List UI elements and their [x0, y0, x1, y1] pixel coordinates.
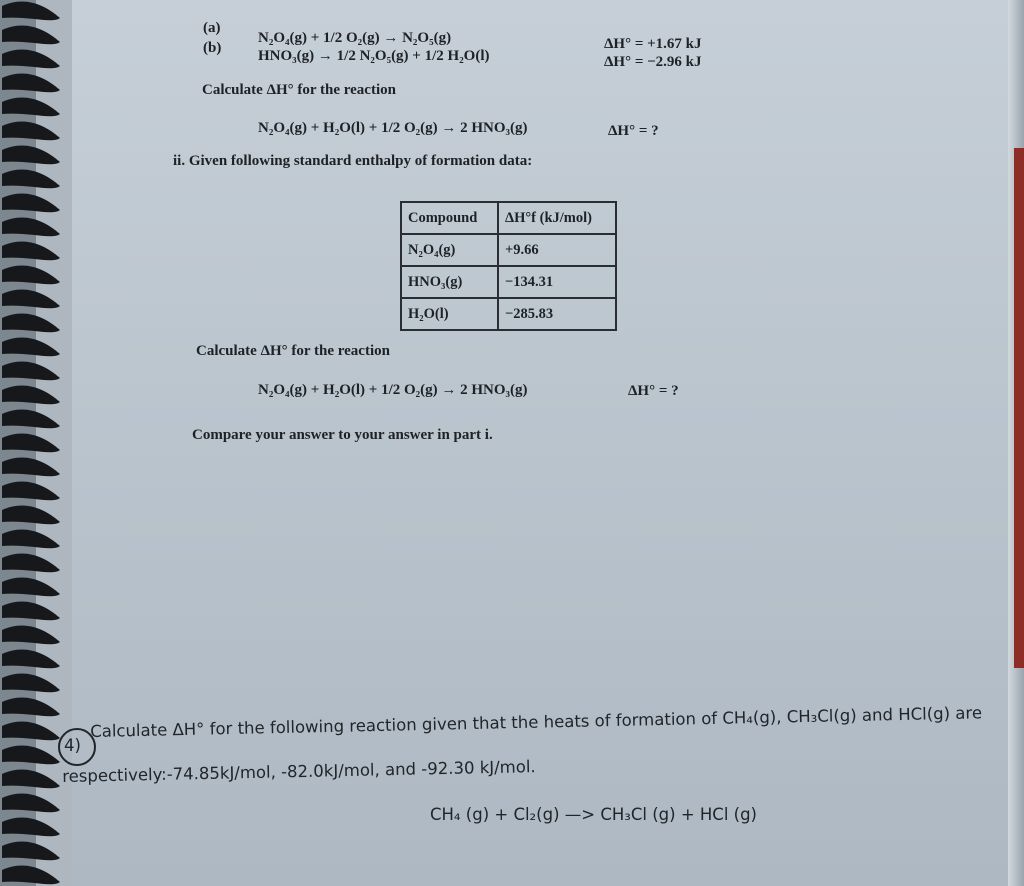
reaction-b-label: (b) [203, 40, 222, 56]
question-4-line-2: respectively:-74.85kJ/mol, -82.0kJ/mol, and -92.30 kJ/mol. [62, 757, 536, 786]
part-i-instruction: Calculate ΔH° for the reaction [202, 82, 396, 98]
red-tab-divider [1014, 148, 1024, 668]
part-ii-target-enthalpy: ΔH° = ? [628, 383, 679, 399]
part-ii-heading: ii. Given following standard enthalpy of formation data: [173, 153, 533, 169]
reaction-b-equation: HNO₃(g) → 1/2 N₂O₅(g) + 1/2 H₂O(l) [258, 48, 490, 64]
reaction-a-equation: N₂O₄(g) + 1/2 O₂(g) → N₂O₅(g) [258, 30, 452, 46]
table-cell-value: −285.83 [498, 298, 616, 330]
table-row [401, 266, 616, 298]
table-row [401, 234, 616, 266]
enthalpy-table [400, 201, 617, 331]
reaction-a-label: (a) [203, 20, 221, 36]
part-i-target-equation: N₂O₄(g) + H₂O(l) + 1/2 O₂(g) → 2 HNO₃(g) [258, 120, 528, 136]
table-header-row [401, 202, 616, 234]
question-4-line-1: Calculate ΔH° for the following reaction given that the heats of formation of CH₄(g), CH₃Cl(g) and HCl(g) are [90, 703, 983, 741]
table-cell-compound: HNO₃(g) [401, 266, 498, 298]
table-header-enthalpy: ΔH°f (kJ/mol) [498, 202, 616, 234]
part-ii-compare: Compare your answer to your answer in part i. [192, 427, 493, 443]
table-cell-compound: N₂O₄(g) [401, 234, 498, 266]
reaction-b-enthalpy: ΔH° = −2.96 kJ [604, 54, 702, 70]
part-ii-instruction: Calculate ΔH° for the reaction [196, 343, 390, 359]
table-cell-value: −134.31 [498, 266, 616, 298]
table-row [401, 298, 616, 330]
part-i-target-enthalpy: ΔH° = ? [608, 123, 659, 139]
table-cell-compound: H₂O(l) [401, 298, 498, 330]
table-cell-value: +9.66 [498, 234, 616, 266]
question-4-equation: CH₄ (g) + Cl₂(g) —> CH₃Cl (g) + HCl (g) [430, 805, 757, 824]
table-header-compound: Compound [401, 202, 498, 234]
question-4-number: 4) [64, 736, 81, 755]
reaction-a-enthalpy: ΔH° = +1.67 kJ [604, 36, 702, 52]
part-ii-target-equation: N₂O₄(g) + H₂O(l) + 1/2 O₂(g) → 2 HNO₃(g) [258, 382, 528, 398]
